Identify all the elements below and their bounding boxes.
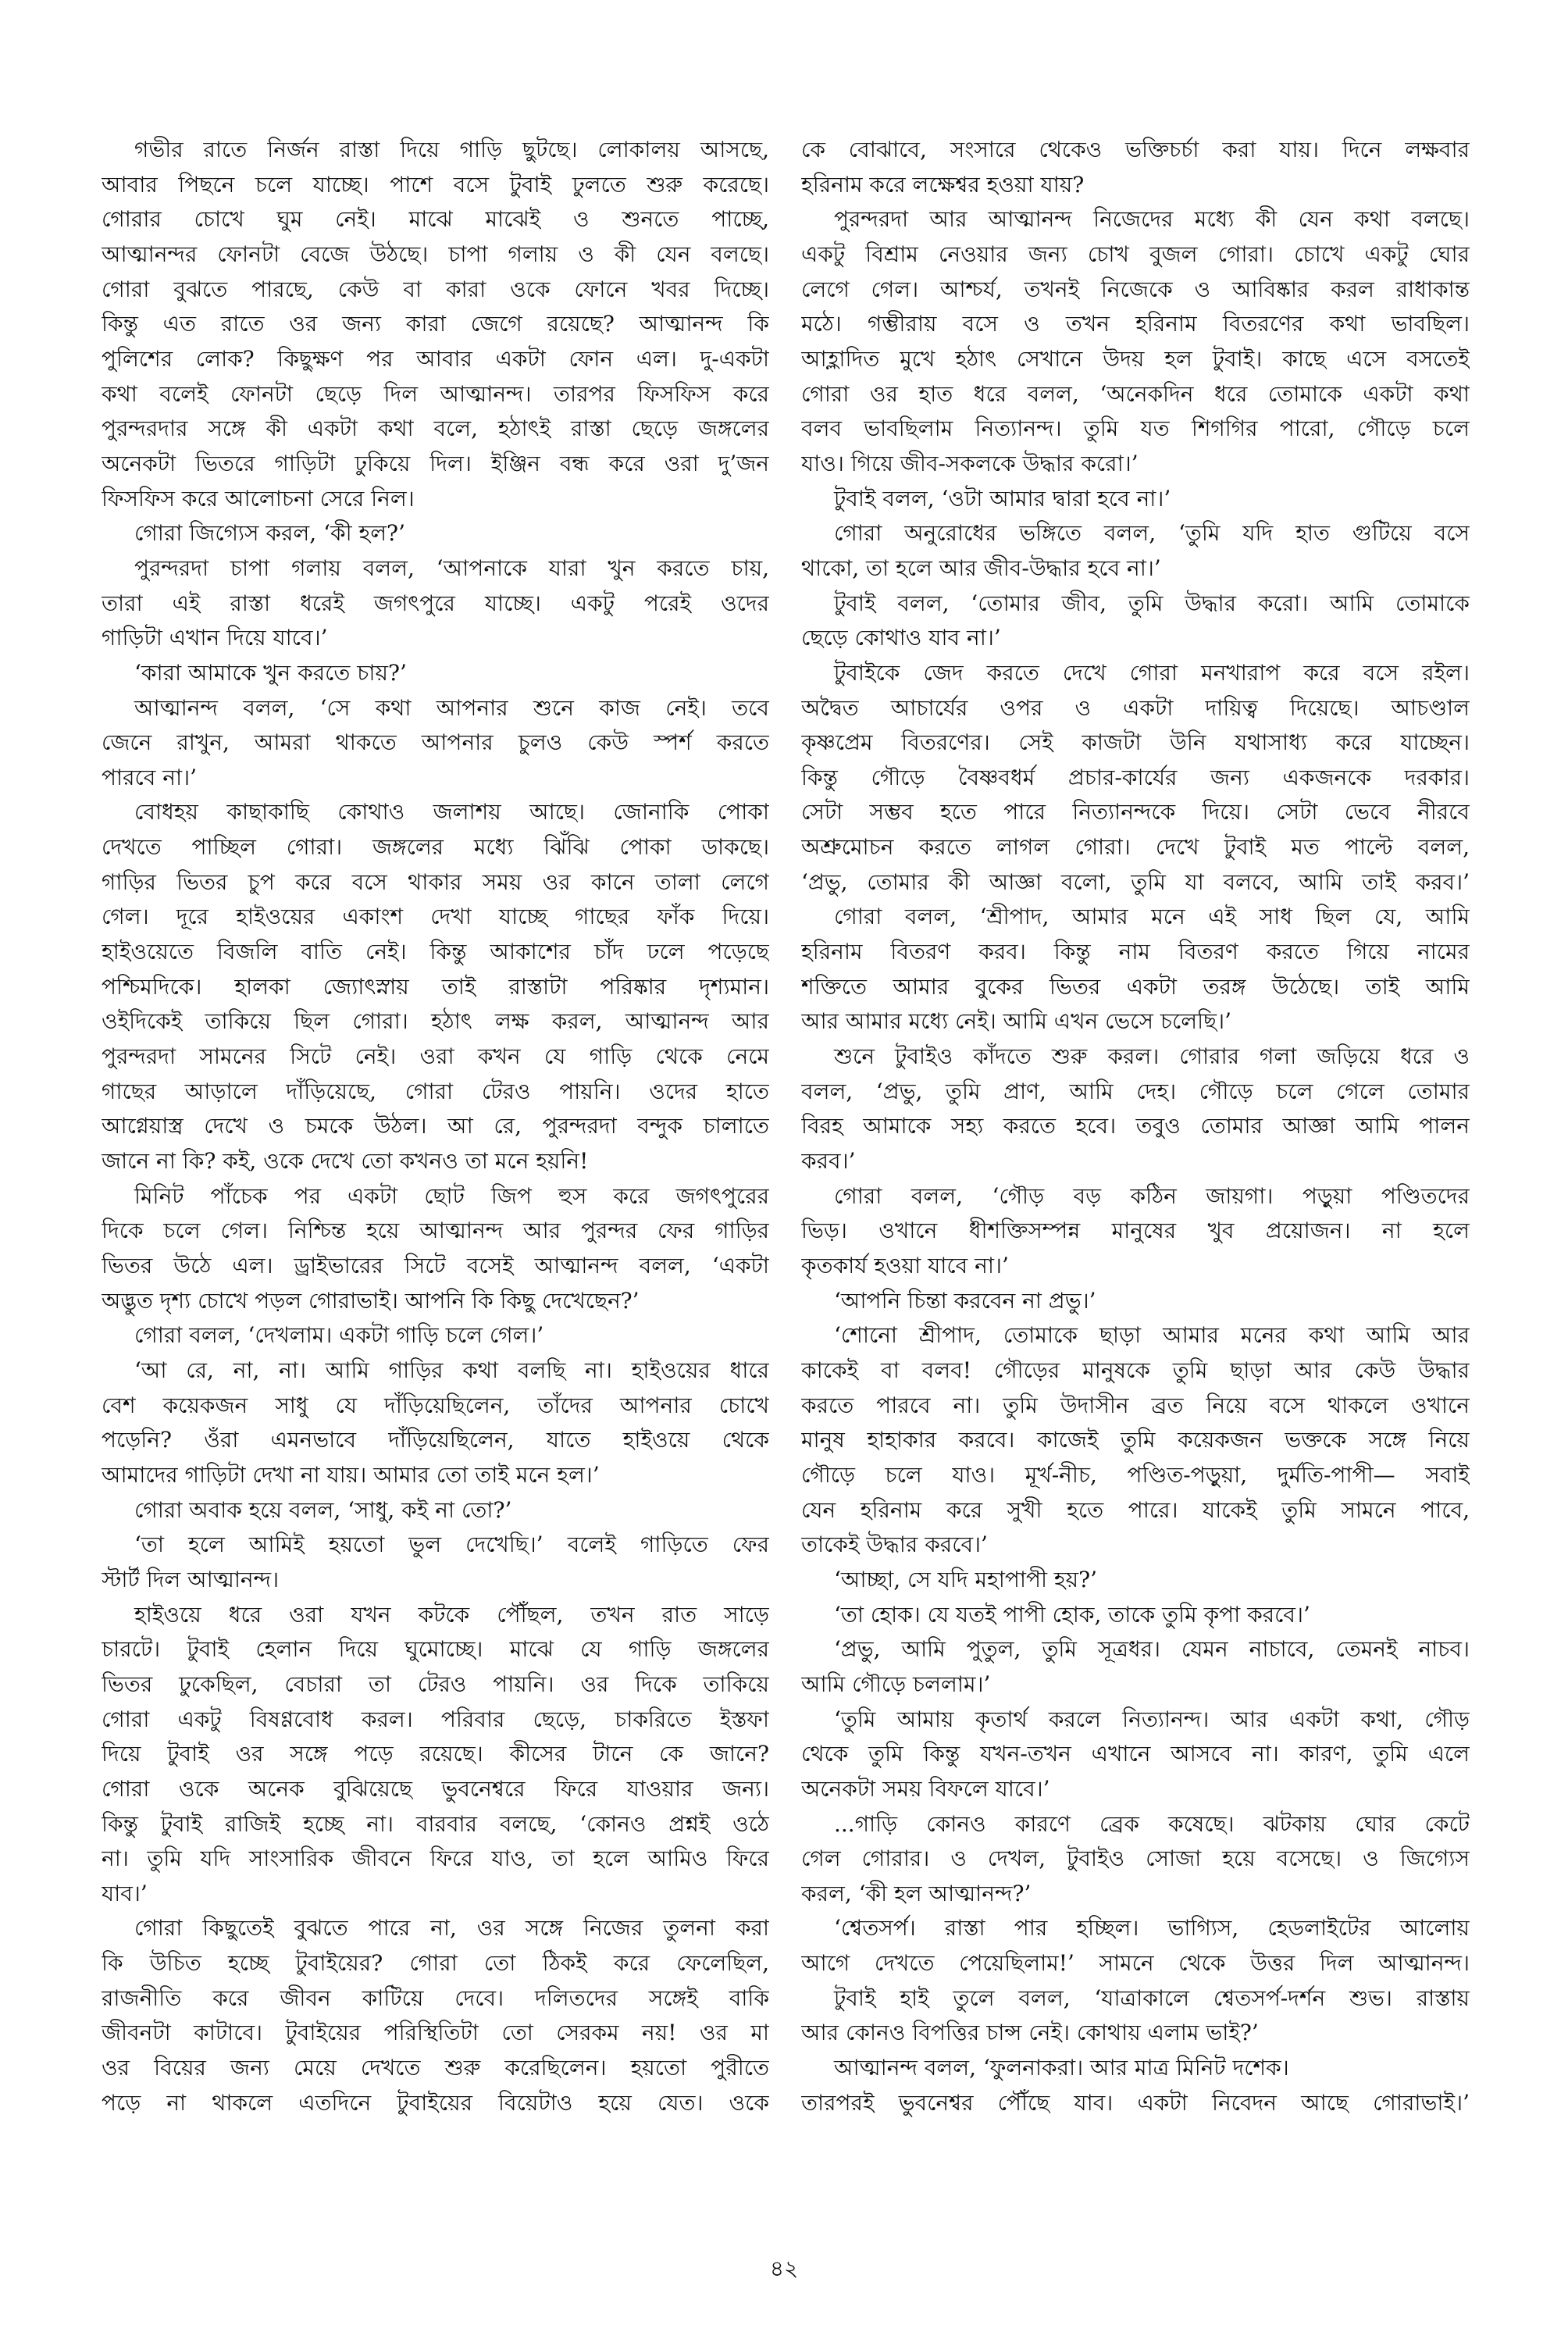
text-line: গোরা বলল, ‘গৌড় বড় কঠিন জায়গা। পড়ুয়া পণ্ডিতদের bbox=[834, 1182, 1470, 1209]
text-line: পুলিশের লোক? কিছুক্ষণ পর আবার একটা ফোন এল। দু-একটা bbox=[102, 345, 769, 372]
text-line: যাও। গিয়ে জীব-সকলকে উদ্ধার করো।’ bbox=[801, 450, 1139, 476]
text-line: ভিড়। ওখানে ধীশক্তিসম্পন্ন মানুষের খুব প্রয়োজন। না হলে bbox=[801, 1218, 1470, 1244]
text-line: তাকেই উদ্ধার করবে।’ bbox=[801, 1532, 988, 1558]
text-line: টুবাই হাই তুলে বলল, ‘যাত্রাকালে শ্বেতসর্প-দর্শন শুভ। রাস্তায় bbox=[834, 1984, 1470, 2011]
text-line: বলব ভাবছিলাম নিত্যানন্দ। তুমি যত শিগগির পারো, গৌড়ে চলে bbox=[801, 415, 1470, 442]
text-line: ‘শ্বেতসর্প। রাস্তা পার হচ্ছিল। ভাগ্যিস, হেডলাইটের আলোয় bbox=[834, 1915, 1470, 1942]
left-column bbox=[102, 133, 769, 2120]
text-line: পুরন্দরদা আর আত্মানন্দ নিজেদের মধ্যে কী যেন কথা বলছে। bbox=[834, 206, 1470, 233]
text-line: আগ্নেয়াস্ত্র দেখে ও চমকে উঠল। আ রে, পুরন্দরদা বন্দুক চালাতে bbox=[102, 1113, 769, 1139]
text-line: গোরা বুঝতে পারছে, কেউ বা কারা ওকে ফোনে খবর দিচ্ছে। bbox=[102, 276, 769, 302]
text-line: হাইওয়ে ধরে ওরা যখন কটকে পৌঁছল, তখন রাত সাড়ে bbox=[134, 1601, 769, 1628]
text-line: ভিতর ঢুকেছিল, বেচারা তা টেরও পায়নি। ওর দিকে তাকিয়ে bbox=[102, 1671, 769, 1697]
text-line: দিয়ে টুবাই ওর সঙ্গে পড়ে রয়েছে। কীসের টানে কে জানে? bbox=[102, 1741, 769, 1767]
text-line: তারপরই ভুবনেশ্বর পৌঁছে যাব। একটা নিবেদন আছে গোরাভাই।’ bbox=[801, 2089, 1470, 2116]
text-line: অনেকটা ভিতরে গাড়িটা ঢুকিয়ে দিল। ইঞ্জিন বন্ধ করে ওরা দু’জন bbox=[102, 450, 769, 476]
text-line: টুবাই বলল, ‘ওটা আমার দ্বারা হবে না।’ bbox=[834, 485, 1171, 512]
text-line: ‘আচ্ছা, সে যদি মহাপাপী হয়?’ bbox=[834, 1566, 1098, 1592]
text-line: পড়ে না থাকলে এতদিনে টুবাইয়ের বিয়েটাও হয়ে যেত। ওকে bbox=[102, 2089, 769, 2116]
text-line: আর কোনও বিপত্তির চান্স নেই। কোথায় এলাম ভাই?’ bbox=[801, 2020, 1259, 2046]
text-line: শুনে টুবাইও কাঁদতে শুরু করল। গোরার গলা জড়িয়ে ধরে ও bbox=[834, 1043, 1470, 1070]
text-line: অদ্বৈত আচার্যের ওপর ও একটা দায়িত্ব দিয়েছে। আচণ্ডাল bbox=[801, 694, 1470, 721]
text-line: পুরন্দরদা সামনের সিটে নেই। ওরা কখন যে গাড়ি থেকে নেমে bbox=[102, 1043, 769, 1070]
text-line: কিন্তু এত রাতে ওর জন্য কারা জেগে রয়েছে? আত্মানন্দ কি bbox=[102, 311, 769, 337]
text-line: গোরা কিছুতেই বুঝতে পারে না, ওর সঙ্গে নিজের তুলনা করা bbox=[134, 1915, 769, 1942]
text-line: কাকেই বা বলব! গৌড়ের মানুষকে তুমি ছাড়া আর কেউ উদ্ধার bbox=[801, 1357, 1470, 1383]
text-line: ‘প্রভু, আমি পুতুল, তুমি সূত্রধর। যেমন নাচাবে, তেমনই নাচব। bbox=[834, 1636, 1470, 1663]
text-line: শক্তিতে আমার বুকের ভিতর একটা তরঙ্গ উঠেছে। তাই আমি bbox=[801, 973, 1470, 1000]
text-line: তারা এই রাস্তা ধরেই জগৎপুরে যাচ্ছে। একটু পরেই ওদের bbox=[102, 590, 769, 616]
text-line: ‘কারা আমাকে খুন করতে চায়?’ bbox=[134, 659, 407, 686]
text-line: টুবাই বলল, ‘তোমার জীব, তুমি উদ্ধার করো। আমি তোমাকে bbox=[834, 590, 1470, 616]
text-line: একটু বিশ্রাম নেওয়ার জন্য চোখ বুজল গোরা। চোখে একটু ঘোর bbox=[801, 241, 1470, 267]
text-line: করব।’ bbox=[801, 1148, 856, 1175]
text-line: পশ্চিমদিকে। হালকা জ্যোৎস্নায় তাই রাস্তাটা পরিষ্কার দৃশ্যমান। bbox=[102, 973, 769, 1000]
text-line: ‘তুমি আমায় কৃতার্থ করলে নিত্যানন্দ। আর একটা কথা, গৌড় bbox=[834, 1706, 1470, 1732]
text-line: আমাদের গাড়িটা দেখা না যায়। আমার তো তাই মনে হল।’ bbox=[102, 1461, 600, 1488]
text-line: বেশ কয়েকজন সাধু যে দাঁড়িয়েছিলেন, তাঁদের আপনার চোখে bbox=[102, 1392, 769, 1418]
text-line: গোরা একটু বিষণ্ণবোধ করল। পরিবার ছেড়ে, চাকরিতে ইস্তফা bbox=[102, 1706, 769, 1732]
text-line: আগে দেখতে পেয়েছিলাম!’ সামনে থেকে উত্তর দিল আত্মানন্দ। bbox=[801, 1950, 1470, 1977]
text-line: ...গাড়ি কোনও কারণে ব্রেক কষেছে। ঝটকায় ঘোর কেটে bbox=[834, 1810, 1470, 1837]
text-line: ছেড়ে কোথাও যাব না।’ bbox=[801, 625, 1001, 651]
text-line: আর আমার মধ্যে নেই। আমি এখন ভেসে চলেছি।’ bbox=[801, 1008, 1232, 1035]
text-line: কৃতকার্য হওয়া যাবে না।’ bbox=[801, 1253, 1009, 1278]
text-line: বোধহয় কাছাকাছি কোথাও জলাশয় আছে। জোনাকি পোকা bbox=[134, 799, 769, 826]
text-line: গভীর রাতে নির্জন রাস্তা দিয়ে গাড়ি ছুটছে। লোকালয় আসছে, bbox=[134, 137, 769, 162]
text-line: কথা বলেই ফোনটা ছেড়ে দিল আত্মানন্দ। তারপর ফিসফিস করে bbox=[102, 380, 769, 407]
text-line: যেন হরিনাম করে সুখী হতে পারে। যাকেই তুমি সামনে পাবে, bbox=[801, 1496, 1470, 1523]
text-line: অশ্রুমোচন করতে লাগল গোরা। দেখে টুবাই মত পাল্টে বলল, bbox=[801, 834, 1470, 861]
text-line: কি উচিত হচ্ছে টুবাইয়ের? গোরা তো ঠিকই করে ফেলেছিল, bbox=[102, 1950, 769, 1977]
text-line: পড়েনি? ওঁরা এমনভাবে দাঁড়িয়েছিলেন, যাতে হাইওয়ে থেকে bbox=[102, 1427, 769, 1453]
text-line: গোরার চোখে ঘুম নেই। মাঝে মাঝেই ও শুনতে পাচ্ছে, bbox=[102, 206, 769, 233]
text-line: বলল, ‘প্রভু, তুমি প্রাণ, আমি দেহ। গৌড়ে চলে গেলে তোমার bbox=[801, 1078, 1470, 1104]
text-line: আহ্লাদিত মুখে হঠাৎ সেখানে উদয় হল টুবাই। কাছে এসে বসতেই bbox=[801, 345, 1470, 372]
text-line: ওর বিয়ের জন্য মেয়ে দেখতে শুরু করেছিলেন। হয়তো পুরীতে bbox=[102, 2055, 769, 2081]
text-line: না। তুমি যদি সাংসারিক জীবনে ফিরে যাও, তা হলে আমিও ফিরে bbox=[102, 1845, 769, 1872]
text-line: করল, ‘কী হল আত্মানন্দ?’ bbox=[801, 1880, 1032, 1906]
text-line: জানে না কি? কই, ওকে দেখে তো কখনও তা মনে হয়নি! bbox=[102, 1148, 589, 1175]
text-line: হরিনাম করে লক্ষেশ্বর হওয়া যায়? bbox=[801, 171, 1085, 198]
text-line: কিন্তু গৌড়ে বৈষ্ণবধর্ম প্রচার-কার্যের জন্য একজনকে দরকার। bbox=[801, 764, 1470, 790]
text-line: কৃষ্ণপ্রেম বিতরণের। সেই কাজটা উনি যথাসাধ্য করে যাচ্ছেন। bbox=[801, 729, 1470, 756]
text-line: চারটে। টুবাই হেলান দিয়ে ঘুমোচ্ছে। মাঝে যে গাড়ি জঙ্গলের bbox=[102, 1636, 769, 1663]
text-line: গৌড়ে চলে যাও। মূর্খ-নীচ, পণ্ডিত-পড়ুয়া, দুর্মতি-পাপী— সবাই bbox=[801, 1461, 1470, 1488]
text-line: রাজনীতি করে জীবন কাটিয়ে দেবে। দলিতদের সঙ্গেই বাকি bbox=[102, 1984, 769, 2011]
text-line: গেল গোরার। ও দেখল, টুবাইও সোজা হয়ে বসেছে। ও জিগ্যেস bbox=[801, 1845, 1470, 1872]
text-line: দিকে চলে গেল। নিশ্চিন্ত হয়ে আত্মানন্দ আর পুরন্দর ফের গাড়ির bbox=[102, 1218, 769, 1244]
text-line: গোরা অবাক হয়ে বলল, ‘সাধু, কই না তো?’ bbox=[134, 1496, 512, 1523]
text-line: করতে পারবে না। তুমি উদাসীন ব্রত নিয়ে বসে থাকলে ওখানে bbox=[801, 1392, 1470, 1418]
text-line: ‘প্রভু, তোমার কী আজ্ঞা বলো, তুমি যা বলবে, আমি তাই করব।’ bbox=[801, 868, 1470, 895]
text-line: আত্মানন্দ বলল, ‘সে কথা আপনার শুনে কাজ নেই। তবে bbox=[134, 694, 769, 721]
text-line: ‘তা হোক। যে যতই পাপী হোক, তাকে তুমি কৃপা করবে।’ bbox=[834, 1601, 1310, 1628]
text-line: স্টার্ট দিল আত্মানন্দ। bbox=[102, 1566, 280, 1592]
text-line: লেগে গেল। আশ্চর্য, তখনই নিজেকে ও আবিষ্কার করল রাধাকান্ত bbox=[801, 276, 1470, 302]
text-line: কিন্তু টুবাই রাজিই হচ্ছে না। বারবার বলছে, ‘কোনও প্রশ্নই ওঠে bbox=[102, 1810, 769, 1837]
text-line: মিনিট পাঁচেক পর একটা ছোট জিপ হুস করে জগৎপুরের bbox=[134, 1182, 769, 1209]
text-line: গাড়িটা এখান দিয়ে যাবে।’ bbox=[102, 625, 328, 651]
text-line: গোরা ওকে অনেক বুঝিয়েছে ভুবনেশ্বরে ফিরে যাওয়ার জন্য। bbox=[102, 1775, 769, 1802]
text-line: গোরা বলল, ‘দেখলাম। একটা গাড়ি চলে গেল।’ bbox=[134, 1322, 544, 1349]
text-line: ভিতর উঠে এল। ড্রাইভারের সিটে বসেই আত্মানন্দ বলল, ‘একটা bbox=[102, 1253, 769, 1278]
text-line: দেখতে পাচ্ছিল গোরা। জঙ্গলের মধ্যে ঝিঁঝি পোকা ডাকছে। bbox=[102, 834, 769, 861]
text-line: পুরন্দরদার সঙ্গে কী একটা কথা বলে, হঠাৎই রাস্তা ছেড়ে জঙ্গলের bbox=[102, 415, 769, 442]
text-line: থেকে তুমি কিন্তু যখন-তখন এখানে আসবে না। কারণ, তুমি এলে bbox=[801, 1741, 1470, 1767]
text-line: গেল। দূরে হাইওয়ের একাংশ দেখা যাচ্ছে গাছের ফাঁক দিয়ে। bbox=[102, 904, 769, 930]
text-line: পুরন্দরদা চাপা গলায় বলল, ‘আপনাকে যারা খুন করতে চায়, bbox=[134, 555, 769, 581]
text-line: জেনে রাখুন, আমরা থাকতে আপনার চুলও কেউ স্পর্শ করতে bbox=[102, 729, 769, 756]
text-line: গাড়ির ভিতর চুপ করে বসে থাকার সময় ওর কানে তালা লেগে bbox=[102, 868, 769, 895]
page-number: ৪২ bbox=[769, 2256, 799, 2281]
text-line: টুবাইকে জেদ করতে দেখে গোরা মনখারাপ করে বসে রইল। bbox=[834, 659, 1470, 686]
text-line: জীবনটা কাটাবে। টুবাইয়ের পরিস্থিতিটা তো সেরকম নয়! ওর মা bbox=[102, 2020, 769, 2046]
text-line: গাছের আড়ালে দাঁড়িয়েছে, গোরা টেরও পায়নি। ওদের হাতে bbox=[102, 1078, 769, 1104]
text-line: বিরহ আমাকে সহ্য করতে হবে। তবুও তোমার আজ্ঞা আমি পালন bbox=[801, 1113, 1470, 1139]
text-line: থাকো, তা হলে আর জীব-উদ্ধার হবে না।’ bbox=[801, 555, 1161, 581]
text-line: কে বোঝাবে, সংসারে থেকেও ভক্তিচর্চা করা যায়। দিনে লক্ষবার bbox=[801, 137, 1470, 162]
text-line: আবার পিছনে চলে যাচ্ছে। পাশে বসে টুবাই ঢুলতে শুরু করেছে। bbox=[102, 171, 769, 198]
text-line: অনেকটা সময় বিফলে যাবে।’ bbox=[801, 1775, 1050, 1802]
text-line: আমি গৌড়ে চললাম।’ bbox=[801, 1671, 991, 1697]
text-line: ফিসফিস করে আলোচনা সেরে নিল। bbox=[102, 485, 415, 512]
text-line: গোরা অনুরোধের ভঙ্গিতে বলল, ‘তুমি যদি হাত গুটিয়ে বসে bbox=[834, 520, 1470, 547]
text-line: যাব।’ bbox=[102, 1880, 148, 1906]
text-line: ওইদিকেই তাকিয়ে ছিল গোরা। হঠাৎ লক্ষ করল, আত্মানন্দ আর bbox=[102, 1008, 769, 1035]
text-line: হরিনাম বিতরণ করব। কিন্তু নাম বিতরণ করতে গিয়ে নামের bbox=[801, 939, 1470, 965]
text-line: মানুষ হাহাকার করবে। কাজেই তুমি কয়েকজন ভক্তকে সঙ্গে নিয়ে bbox=[801, 1427, 1470, 1453]
text-line: মঠে। গম্ভীরায় বসে ও তখন হরিনাম বিতরণের কথা ভাবছিল। bbox=[801, 311, 1470, 337]
text-line: আত্মানন্দ বলল, ‘ফুলনাকরা। আর মাত্র মিনিট দশেক। bbox=[834, 2055, 1289, 2081]
text-line: সেটা সম্ভব হতে পারে নিত্যানন্দকে দিয়ে। সেটা ভেবে নীরবে bbox=[801, 799, 1470, 826]
text-line: ‘আপনি চিন্তা করবেন না প্রভু।’ bbox=[834, 1287, 1096, 1314]
text-line: হাইওয়েতে বিজলি বাতি নেই। কিন্তু আকাশের চাঁদ ঢলে পড়েছে bbox=[102, 939, 769, 965]
text-line: গোরা বলল, ‘শ্রীপাদ, আমার মনে এই সাধ ছিল যে, আমি bbox=[834, 904, 1470, 930]
right-column bbox=[801, 133, 1470, 2120]
text-line: ‘তা হলে আমিই হয়তো ভুল দেখেছি।’ বলেই গাড়িতে ফের bbox=[134, 1532, 769, 1558]
text-line: ‘শোনো শ্রীপাদ, তোমাকে ছাড়া আমার মনের কথা আমি আর bbox=[834, 1322, 1470, 1349]
text-line: পারবে না।’ bbox=[102, 764, 198, 790]
text-line: ‘আ রে, না, না। আমি গাড়ির কথা বলছি না। হাইওয়ের ধারে bbox=[134, 1357, 769, 1383]
text-line: আত্মানন্দর ফোনটা বেজে উঠছে। চাপা গলায় ও কী যেন বলছে। bbox=[102, 241, 769, 267]
text-line: অদ্ভুত দৃশ্য চোখে পড়ল গোরাভাই। আপনি কি কিছু দেখেছেন?’ bbox=[102, 1287, 640, 1314]
text-line: গোরা জিগ্যেস করল, ‘কী হল?’ bbox=[134, 520, 405, 547]
text-line: গোরা ওর হাত ধরে বলল, ‘অনেকদিন ধরে তোমাকে একটা কথা bbox=[801, 380, 1470, 407]
